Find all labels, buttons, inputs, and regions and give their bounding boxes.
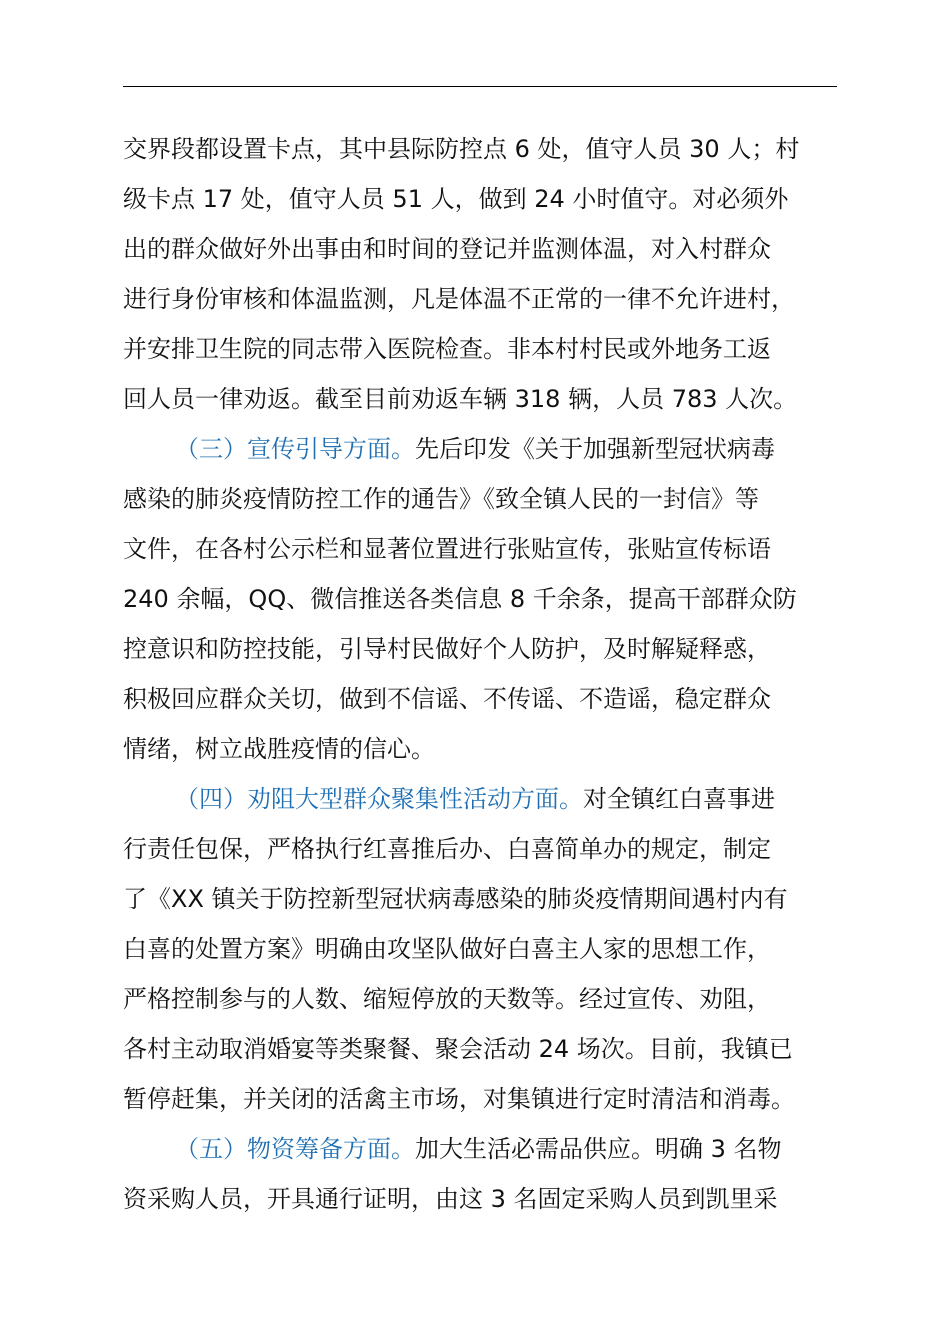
text-line: 进行身份审核和体温监测，凡是体温不正常的一律不允许进村， (123, 285, 795, 313)
text-line: 暂停赶集，并关闭的活禽主市场，对集镇进行定时清洁和消毒。 (123, 1085, 795, 1113)
text-line: 并安排卫生院的同志带入医院检查。非本村村民或外地务工返 (123, 335, 771, 363)
text-line: 控意识和防控技能，引导村民做好个人防护，及时解疑释惑， (123, 635, 771, 663)
header-rule (123, 86, 837, 87)
paragraph-checkpoints (123, 124, 839, 424)
text-line: 感染的肺炎疫情防控工作的通告》《致全镇人民的一封信》等 (123, 485, 759, 513)
text-line: 积极回应群众关切，做到不信谣、不传谣、不造谣，稳定群众 (123, 685, 771, 713)
text-line: 级卡点 17 处，值守人员 51 人，做到 24 小时值守。对必须外 (123, 185, 789, 213)
section-heading-supplies: （五）物资筹备方面。 (175, 1135, 415, 1163)
text-line: 回人员一律劝返。截至目前劝返车辆 318 辆，人员 783 人次。 (123, 385, 798, 413)
text-line: 情绪，树立战胜疫情的信心。 (123, 735, 435, 763)
text-line: 各村主动取消婚宴等类聚餐、聚会活动 24 场次。目前，我镇已 (123, 1035, 793, 1063)
text-line: （三）宣传引导方面。 先后印发《关于加强新型冠状病毒 (123, 424, 839, 474)
text-line: 交界段都设置卡点，其中县际防控点 6 处，值守人员 30 人；村 (123, 135, 800, 163)
text-line: 资采购人员，开具通行证明，由这 3 名固定采购人员到凯里采 (123, 1185, 778, 1213)
section-heading-publicity: （三）宣传引导方面。 (175, 435, 415, 463)
text-line: 了《XX 镇关于防控新型冠状病毒感染的肺炎疫情期间遇村内有 (123, 885, 788, 913)
paragraph-supplies (123, 1124, 839, 1224)
text-line: （四）劝阻大型群众聚集性活动方面。 对全镇红白喜事进 (123, 774, 839, 824)
text-line: 白喜的处置方案》明确由攻坚队做好白喜主人家的思想工作， (123, 935, 771, 963)
text-line: 行责任包保，严格执行红喜推后办、白喜简单办的规定，制定 (123, 835, 771, 863)
paragraph-publicity (123, 424, 839, 774)
paragraph-gatherings (123, 774, 839, 1124)
text-line: 严格控制参与的人数、缩短停放的天数等。经过宣传、劝阻， (123, 985, 771, 1013)
text-line: 文件，在各村公示栏和显著位置进行张贴宣传，张贴宣传标语 (123, 535, 771, 563)
section-heading-gatherings: （四）劝阻大型群众聚集性活动方面。 (175, 785, 583, 813)
text-line: （五）物资筹备方面。 加大生活必需品供应。明确 3 名物 (123, 1124, 839, 1174)
document-body (123, 124, 839, 1224)
text-line: 240 余幅，QQ、微信推送各类信息 8 千余条，提高干部群众防 (123, 585, 797, 613)
text-line: 出的群众做好外出事由和时间的登记并监测体温，对入村群众 (123, 235, 771, 263)
